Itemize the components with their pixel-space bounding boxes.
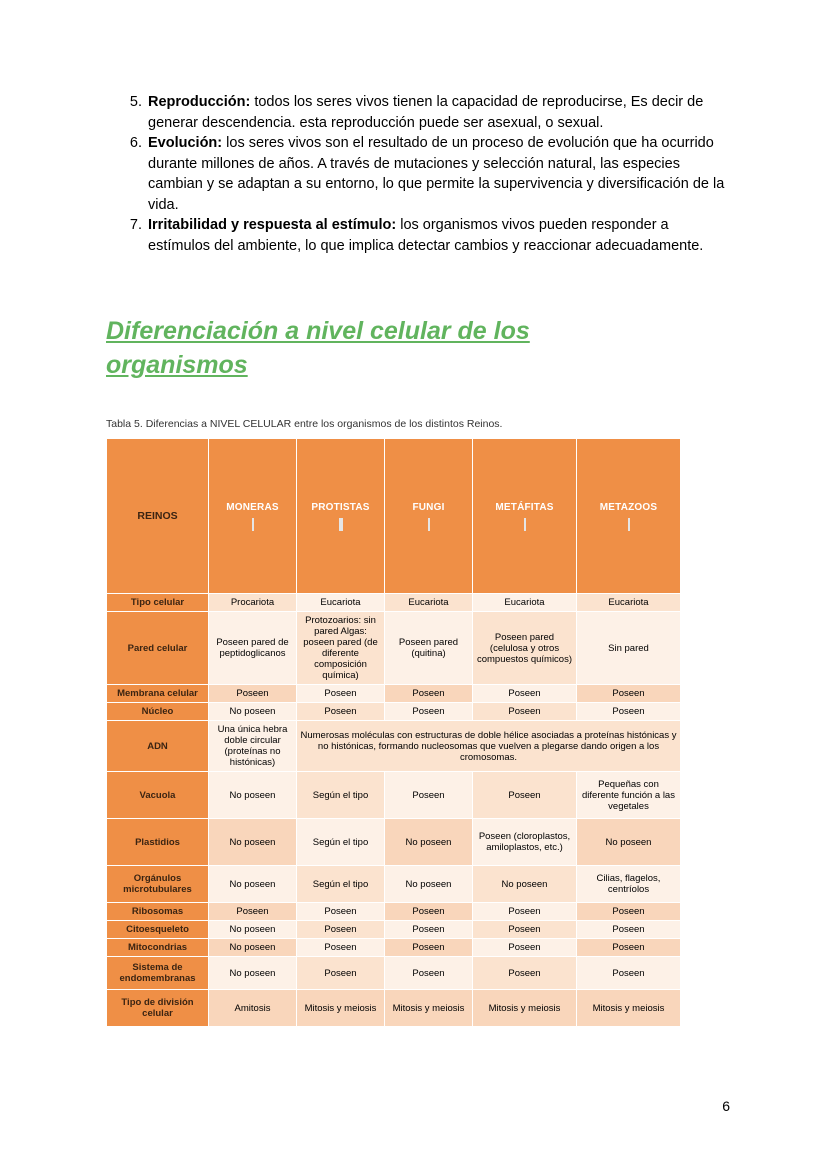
- table-cell: Poseen: [473, 685, 577, 703]
- column-label: MONERAS: [226, 502, 279, 513]
- table-block: [106, 418, 677, 1027]
- table-cell: Poseen: [297, 957, 385, 990]
- table-col-header-moneras: [209, 439, 297, 594]
- table-cell: Poseen: [577, 685, 681, 703]
- table-row: [107, 957, 681, 990]
- row-label: Tipo de división celular: [107, 990, 209, 1027]
- table-col-header-fungi: [385, 439, 473, 594]
- table-row: [107, 685, 681, 703]
- table-row: [107, 866, 681, 903]
- bacteria-photo: [252, 518, 254, 531]
- table-row: [107, 990, 681, 1027]
- table-row: [107, 772, 681, 819]
- row-label: Núcleo: [107, 703, 209, 721]
- table-cell: Amitosis: [209, 990, 297, 1027]
- table-corner-label: REINOS: [107, 439, 209, 594]
- table-row: [107, 939, 681, 957]
- list-item: [148, 133, 726, 215]
- row-label: Plastidios: [107, 819, 209, 866]
- llama-photo: [628, 518, 630, 531]
- table-cell: Poseen: [473, 957, 577, 990]
- table-caption: Tabla 5. Diferencias a NIVEL CELULAR entre los organismos de los distintos Reinos.: [106, 418, 503, 430]
- table-cell: Poseen: [385, 772, 473, 819]
- table-cell: Mitosis y meiosis: [385, 990, 473, 1027]
- table-col-header-metafitas: [473, 439, 577, 594]
- table-row: [107, 819, 681, 866]
- table-cell: Poseen: [473, 921, 577, 939]
- sunflowers-photo: [524, 518, 526, 531]
- list-item: [148, 92, 726, 133]
- table-cell: Poseen pared de peptidoglicanos: [209, 612, 297, 685]
- table-row: [107, 594, 681, 612]
- table-cell: Eucariota: [385, 594, 473, 612]
- table-cell: Poseen: [473, 939, 577, 957]
- characteristics-list: [106, 92, 726, 256]
- table-cell-merged: Numerosas moléculas con estructuras de doble hélice asociadas a proteínas histónicas y no histónicas, formando nucleosomas que vuelven a plegarse dando origen a los cromosomas.: [297, 721, 681, 772]
- table-cell: Poseen (cloroplastos, amiloplastos, etc.): [473, 819, 577, 866]
- page-number: 6: [722, 1098, 730, 1114]
- row-label: Citoesqueleto: [107, 921, 209, 939]
- table-row: [107, 703, 681, 721]
- row-label: Vacuola: [107, 772, 209, 819]
- table-cell: Procariota: [209, 594, 297, 612]
- table-row: [107, 612, 681, 685]
- table-cell: Poseen: [577, 957, 681, 990]
- row-label: Sistema de endomembranas: [107, 957, 209, 990]
- row-label: Membrana celular: [107, 685, 209, 703]
- table-cell: Pequeñas con diferente función a las vegetales: [577, 772, 681, 819]
- section-heading: Diferenciación a nivel celular de los organismos: [106, 317, 530, 379]
- table-cell: Según el tipo: [297, 819, 385, 866]
- table-cell: Poseen: [385, 703, 473, 721]
- table-cell: No poseen: [209, 703, 297, 721]
- column-label: METÁFITAS: [495, 502, 554, 513]
- table-col-header-metazoos: [577, 439, 681, 594]
- table-cell: Mitosis y meiosis: [297, 990, 385, 1027]
- table-cell: Una única hebra doble circular (proteínas no histónicas): [209, 721, 297, 772]
- list-item-text: todos los seres vivos tienen la capacidad de reproducirse, Es decir de generar descendencia. esta reproducción puede ser asexual, o sexual.: [148, 94, 704, 131]
- table-cell: Eucariota: [577, 594, 681, 612]
- column-label: METAZOOS: [599, 502, 658, 513]
- table-cell: Poseen: [473, 903, 577, 921]
- table-cell: No poseen: [385, 819, 473, 866]
- row-label: Tipo celular: [107, 594, 209, 612]
- table-cell: Poseen: [209, 903, 297, 921]
- table-cell: Sin pared: [577, 612, 681, 685]
- list-item: [148, 215, 726, 256]
- comparison-table: [106, 438, 681, 1027]
- row-label: Pared celular: [107, 612, 209, 685]
- table-row: [107, 721, 681, 772]
- table-cell: Poseen: [577, 921, 681, 939]
- list-item-term: Reproducción:: [148, 94, 251, 110]
- table-row: [107, 903, 681, 921]
- table-cell: Poseen: [577, 939, 681, 957]
- algae-photo: [341, 518, 343, 531]
- table-cell: Poseen: [297, 703, 385, 721]
- row-label: ADN: [107, 721, 209, 772]
- column-label: PROTISTAS: [311, 502, 370, 513]
- table-cell: Cilias, flagelos, centríolos: [577, 866, 681, 903]
- table-cell: Poseen: [577, 903, 681, 921]
- table-cell: No poseen: [209, 866, 297, 903]
- table-col-header-protistas: [297, 439, 385, 594]
- list-item-text: los organismos vivos pueden responder a estímulos del ambiente, lo que implica detectar cambios y reaccionar adecuadamente.: [148, 217, 704, 254]
- table-cell: Poseen: [473, 703, 577, 721]
- table-cell: No poseen: [209, 957, 297, 990]
- list-item-term: Evolución:: [148, 135, 223, 151]
- fungi-photo: [428, 518, 430, 531]
- table-cell: No poseen: [209, 939, 297, 957]
- table-cell: Poseen pared (quitina): [385, 612, 473, 685]
- list-item-text: los seres vivos son el resultado de un proceso de evolución que ha ocurrido durante millones de años. A través de mutaciones y selección natural, las especies cambian y se adaptan a su entorno, lo que permite la supervivencia y diversificación de la vida.: [148, 135, 725, 213]
- table-cell: Poseen: [297, 903, 385, 921]
- table-cell: Poseen: [385, 903, 473, 921]
- table-cell: Poseen: [385, 921, 473, 939]
- row-label: Ribosomas: [107, 903, 209, 921]
- table-cell: Poseen: [577, 703, 681, 721]
- table-cell: Mitosis y meiosis: [577, 990, 681, 1027]
- table-cell: Poseen: [297, 921, 385, 939]
- row-label: Mitocondrias: [107, 939, 209, 957]
- table-row: [107, 921, 681, 939]
- table-cell: No poseen: [385, 866, 473, 903]
- table-cell: Poseen: [297, 939, 385, 957]
- table-cell: Poseen: [209, 685, 297, 703]
- table-cell: Poseen: [385, 957, 473, 990]
- table-cell: Poseen: [385, 939, 473, 957]
- row-label: Orgánulos microtubulares: [107, 866, 209, 903]
- table-cell: Eucariota: [297, 594, 385, 612]
- table-cell: No poseen: [209, 921, 297, 939]
- table-header-row: [107, 439, 681, 594]
- table-cell: Poseen: [385, 685, 473, 703]
- table-cell: Mitosis y meiosis: [473, 990, 577, 1027]
- column-label: FUNGI: [412, 502, 445, 513]
- table-cell: No poseen: [209, 819, 297, 866]
- table-cell: Poseen: [473, 772, 577, 819]
- list-item-term: Irritabilidad y respuesta al estímulo:: [148, 217, 397, 233]
- table-cell: No poseen: [473, 866, 577, 903]
- page-content: [106, 92, 726, 1027]
- table-cell: Poseen pared (celulosa y otros compuestos químicos): [473, 612, 577, 685]
- table-cell: Poseen: [297, 685, 385, 703]
- table-cell: No poseen: [577, 819, 681, 866]
- table-cell: Protozoarios: sin pared Algas: poseen pared (de diferente composición química): [297, 612, 385, 685]
- table-cell: Según el tipo: [297, 866, 385, 903]
- table-cell: Eucariota: [473, 594, 577, 612]
- table-cell: Según el tipo: [297, 772, 385, 819]
- table-cell: No poseen: [209, 772, 297, 819]
